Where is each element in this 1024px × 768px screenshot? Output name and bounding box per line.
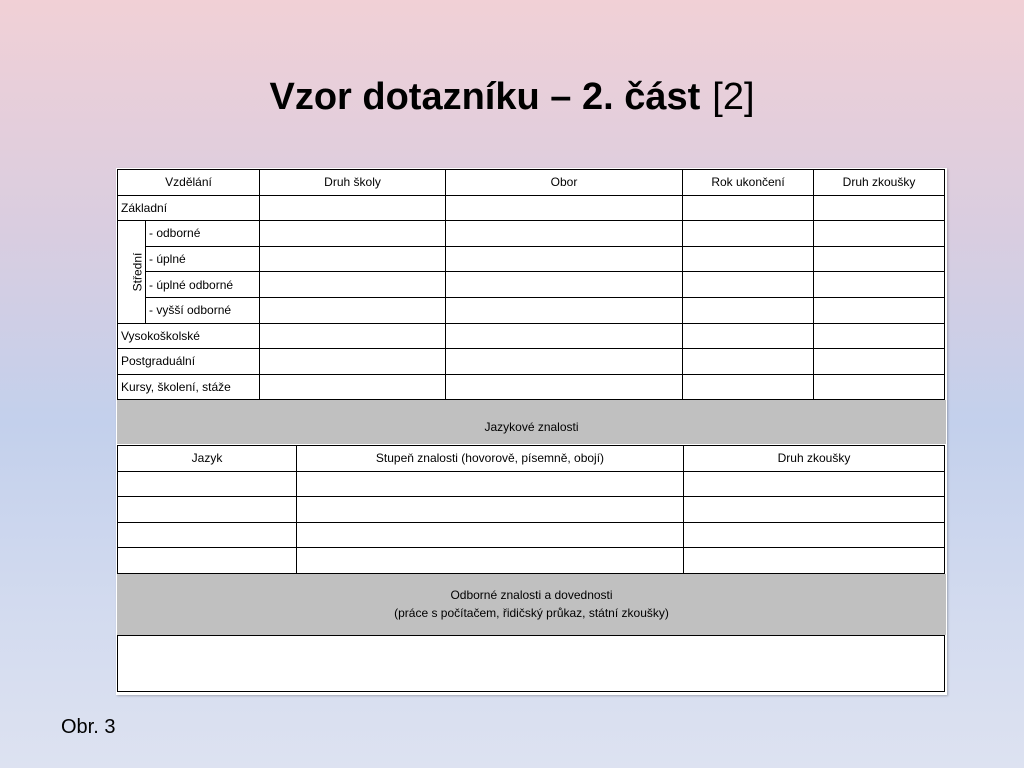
row-label-vyssi-odborne: - vyšší odborné — [146, 297, 260, 323]
section-header-jazykove-znalosti — [117, 400, 946, 444]
section-title-skills: Odborné znalosti a dovednosti — [450, 588, 613, 602]
row-label-postgradualni: Postgraduální — [118, 349, 260, 375]
table-row — [118, 246, 945, 272]
header-druh-skoly: Druh školy — [260, 170, 446, 196]
input-cell[interactable] — [683, 349, 814, 375]
languages-header-row — [118, 446, 945, 472]
input-cell[interactable] — [683, 272, 814, 298]
input-cell[interactable] — [684, 548, 945, 574]
section-header-odborne-znalosti — [117, 574, 946, 635]
education-table — [117, 169, 945, 400]
input-cell[interactable] — [814, 272, 945, 298]
row-label-odborne: - odborné — [146, 221, 260, 247]
table-row — [118, 374, 945, 400]
languages-table — [117, 445, 945, 574]
input-cell[interactable] — [683, 246, 814, 272]
input-cell[interactable] — [814, 195, 945, 221]
input-cell[interactable] — [260, 246, 446, 272]
input-cell[interactable] — [297, 548, 684, 574]
table-row — [118, 272, 945, 298]
row-label-vysokoskolske: Vysokoškolské — [118, 323, 260, 349]
table-row — [118, 471, 945, 497]
input-cell[interactable] — [814, 374, 945, 400]
slide-title-main: Vzor dotazníku – 2. část — [269, 76, 701, 118]
table-row — [118, 522, 945, 548]
input-cell[interactable] — [814, 323, 945, 349]
input-cell[interactable] — [446, 272, 683, 298]
input-cell[interactable] — [118, 522, 297, 548]
input-cell[interactable] — [683, 297, 814, 323]
input-cell[interactable] — [446, 349, 683, 375]
input-cell[interactable] — [260, 272, 446, 298]
skills-text-field[interactable] — [117, 635, 945, 692]
input-cell[interactable] — [446, 323, 683, 349]
row-label-uplne-odborne: - úplné odborné — [146, 272, 260, 298]
section-title-languages: Jazykové znalosti — [484, 420, 579, 434]
table-row — [118, 548, 945, 574]
row-label-zakladni: Základní — [118, 195, 260, 221]
education-header-row — [118, 170, 945, 196]
input-cell[interactable] — [260, 195, 446, 221]
input-cell[interactable] — [814, 246, 945, 272]
input-cell[interactable] — [446, 195, 683, 221]
row-label-uplne: - úplné — [146, 246, 260, 272]
input-cell[interactable] — [683, 323, 814, 349]
header-druh-zkousky-jazyk: Druh zkoušky — [684, 446, 945, 472]
table-row — [118, 323, 945, 349]
header-vzdelani: Vzdělání — [118, 170, 260, 196]
input-cell[interactable] — [814, 349, 945, 375]
section-subtitle-skills: (práce s počítačem, řidičský průkaz, státní zkoušky) — [394, 606, 669, 620]
input-cell[interactable] — [446, 297, 683, 323]
questionnaire-form — [116, 168, 947, 695]
input-cell[interactable] — [260, 221, 446, 247]
input-cell[interactable] — [814, 297, 945, 323]
input-cell[interactable] — [684, 497, 945, 523]
header-jazyk: Jazyk — [118, 446, 297, 472]
header-druh-zkousky: Druh zkoušky — [814, 170, 945, 196]
header-stupen-znalosti: Stupeň znalosti (hovorově, písemně, obojí) — [297, 446, 684, 472]
input-cell[interactable] — [683, 195, 814, 221]
input-cell[interactable] — [118, 548, 297, 574]
input-cell[interactable] — [684, 522, 945, 548]
input-cell[interactable] — [683, 221, 814, 247]
input-cell[interactable] — [446, 246, 683, 272]
input-cell[interactable] — [297, 522, 684, 548]
table-row — [118, 221, 945, 247]
table-row — [118, 497, 945, 523]
input-cell[interactable] — [118, 471, 297, 497]
input-cell[interactable] — [683, 374, 814, 400]
input-cell[interactable] — [446, 374, 683, 400]
header-rok-ukonceni: Rok ukončení — [683, 170, 814, 196]
figure-caption: Obr. 3 — [61, 716, 116, 738]
slide-title-reference: [2] — [712, 76, 755, 118]
input-cell[interactable] — [260, 297, 446, 323]
header-obor: Obor — [446, 170, 683, 196]
table-row — [118, 297, 945, 323]
input-cell[interactable] — [260, 374, 446, 400]
row-label-kursy: Kursy, školení, stáže — [118, 374, 260, 400]
input-cell[interactable] — [297, 471, 684, 497]
input-cell[interactable] — [684, 471, 945, 497]
table-row — [118, 349, 945, 375]
input-cell[interactable] — [814, 221, 945, 247]
input-cell[interactable] — [297, 497, 684, 523]
table-row — [118, 195, 945, 221]
input-cell[interactable] — [260, 323, 446, 349]
input-cell[interactable] — [260, 349, 446, 375]
slide-title — [0, 74, 1024, 120]
input-cell[interactable] — [446, 221, 683, 247]
input-cell[interactable] — [118, 497, 297, 523]
row-label-stredni: Střední — [118, 221, 146, 323]
